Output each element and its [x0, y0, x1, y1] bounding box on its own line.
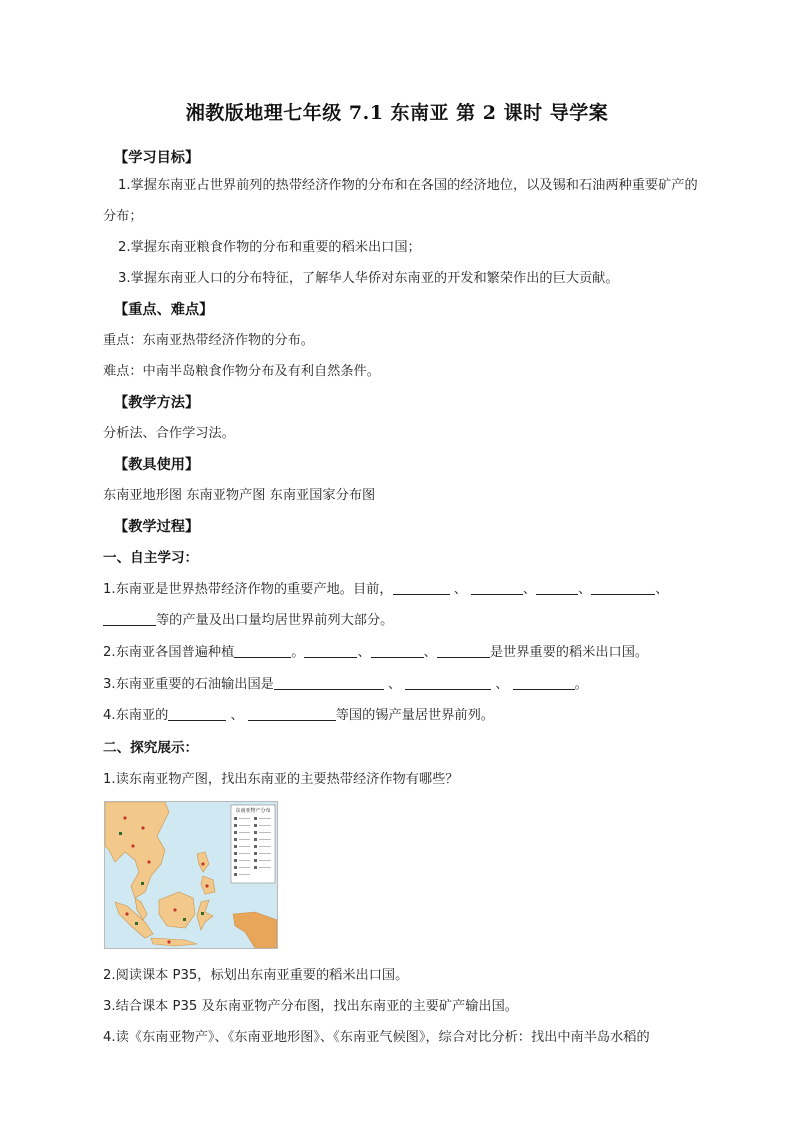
- objective-item-3: 3.掌握东南亚人口的分布特征，了解华人华侨对东南亚的开发和繁荣作出的巨大贡献。: [118, 271, 619, 286]
- objective-item-1-cont: 分布；: [103, 209, 143, 224]
- explore-q4: 4.读《东南亚物产》、《东南亚地形图》、《东南亚气候图》，综合对比分析：找出中南半岛水稻的: [103, 1030, 650, 1045]
- objective-item-2: 2.掌握东南亚粮食作物的分布和重要的稻米出口国；: [118, 240, 421, 255]
- q3-end: 。: [574, 677, 588, 692]
- q2-blank-1[interactable]: [234, 643, 291, 658]
- self-study-q1-line1: [103, 580, 668, 600]
- q4-blank-1[interactable]: [168, 706, 226, 721]
- q1-sep-3: 、: [578, 582, 592, 597]
- document-title: 湘教版地理七年级 7.1 东南亚 第 2 课时 导学案: [185, 102, 609, 124]
- q4-text-a: 4.东南亚的: [103, 708, 169, 723]
- q2-sep-2: 、: [357, 645, 371, 660]
- q1-blank-2[interactable]: [471, 580, 523, 595]
- key-point-text: 重点：东南亚热带经济作物的分布。: [103, 333, 314, 348]
- key-points-heading: 【重点、难点】: [114, 302, 214, 318]
- q3-sep-2: 、: [491, 677, 509, 692]
- tools-heading: 【教具使用】: [114, 457, 200, 473]
- q1-sep-2: 、: [522, 582, 537, 597]
- difficult-point-text: 难点：中南半岛粮食作物分布及有利自然条件。: [103, 364, 380, 379]
- explore-q3: 3.结合课本 P35 及东南亚物产分布图，找出东南亚的主要矿产输出国。: [103, 999, 518, 1014]
- self-study-q3: [103, 675, 588, 695]
- q1-blank-5[interactable]: [103, 611, 156, 626]
- process-heading: 【教学过程】: [114, 519, 200, 535]
- explore-q2: 2.阅读课本 P35，标划出东南亚重要的稻米出口国。: [103, 968, 409, 983]
- objective-item-1: 1.掌握东南亚占世界前列的热带经济作物的分布和在各国的经济地位，以及锡和石油两种重要矿产的: [118, 178, 698, 193]
- self-study-heading: 一、自主学习：: [103, 550, 199, 566]
- southeast-asia-products-map: [104, 801, 278, 949]
- objectives-heading: 【学习目标】: [114, 150, 200, 166]
- q3-blank-2[interactable]: [405, 675, 491, 690]
- q3-blank-1[interactable]: [274, 675, 384, 690]
- q1-text-b: 等的产量及出口量均居世界前列大部分。: [156, 613, 394, 628]
- self-study-q1-line2: [103, 611, 393, 631]
- q2-sep-1: 。: [291, 645, 305, 660]
- q2-sep-3: 、: [423, 645, 437, 660]
- q1-sep-4: 、: [655, 582, 669, 597]
- q3-sep-1: 、: [383, 677, 402, 692]
- method-text: 分析法、合作学习法。: [103, 426, 235, 441]
- q2-text-a: 2.东南亚各国普遍种植: [103, 645, 235, 660]
- q1-sep-1: 、: [449, 582, 467, 597]
- q3-text-a: 3.东南亚重要的石油输出国是: [103, 677, 274, 692]
- q1-blank-3[interactable]: [536, 580, 578, 595]
- self-study-q4: [103, 706, 494, 726]
- q1-text-a: 1.东南亚是世界热带经济作物的重要产地。目前，: [103, 582, 393, 597]
- q1-blank-4[interactable]: [591, 580, 655, 595]
- q2-blank-3[interactable]: [371, 643, 424, 658]
- q4-text-b: 等国的锡产量居世界前列。: [335, 708, 494, 723]
- map-legend-title: 东南亚物产分布: [235, 808, 271, 814]
- explore-heading: 二、探究展示：: [103, 740, 199, 756]
- explore-q1: 1.读东南亚物产图，找出东南亚的主要热带经济作物有哪些？: [103, 772, 459, 787]
- map-illustration: [105, 802, 277, 948]
- q4-sep-1: 、: [226, 708, 244, 723]
- q1-blank-1[interactable]: [393, 580, 450, 595]
- tools-text: 东南亚地形图 东南亚物产图 东南亚国家分布图: [103, 488, 376, 503]
- self-study-q2: [103, 643, 648, 663]
- q4-blank-2[interactable]: [248, 706, 336, 721]
- q3-blank-3[interactable]: [513, 675, 575, 690]
- q2-blank-4[interactable]: [437, 643, 490, 658]
- method-heading: 【教学方法】: [114, 395, 200, 411]
- q2-text-b: 是世界重要的稻米出口国。: [489, 645, 649, 660]
- q2-blank-2[interactable]: [304, 643, 357, 658]
